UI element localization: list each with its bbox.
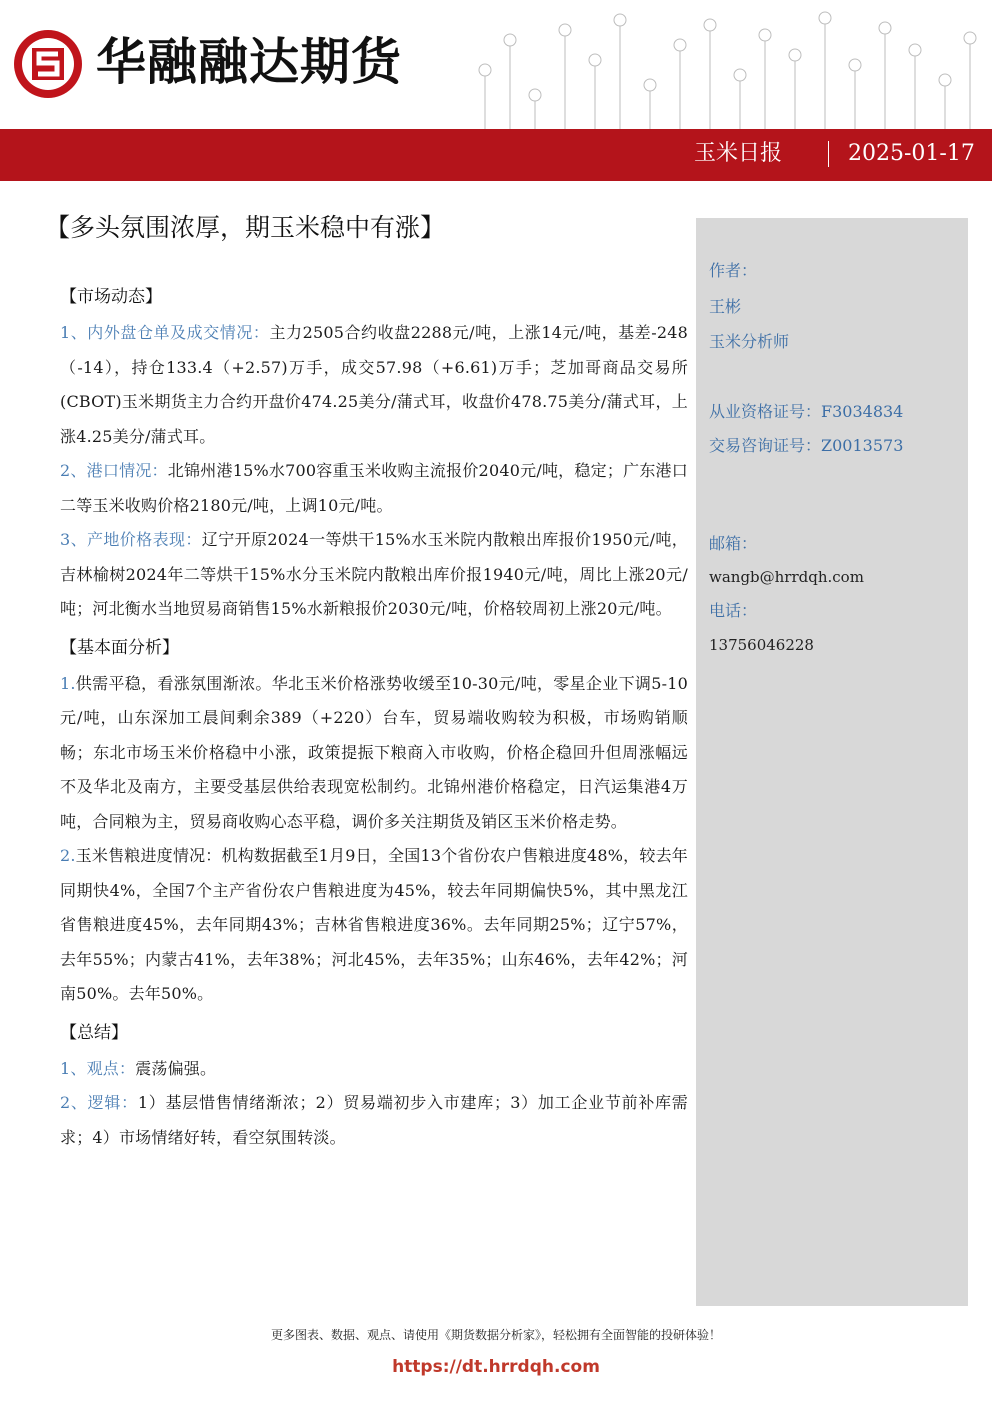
author-title: 玉米分析师 xyxy=(709,332,790,351)
company-logo-icon xyxy=(12,28,84,100)
report-type: 玉米日报 xyxy=(694,141,783,166)
email-address[interactable]: wangb@hrrdqh.com xyxy=(709,568,864,586)
decorative-lines-icon xyxy=(455,0,992,130)
section-heading-fundamental: 【基本面分析】 xyxy=(60,637,179,658)
phone-number: 13756046228 xyxy=(709,636,814,654)
fundamental-item-2: 2.玉米售粮进度情况：机构数据截至1月9日，全国13个省份农户售粮进度48%，较去年同期快4%，全国7个主产省份农户售粮进度为45%，较去年同期偏快5%，其中黑龙江省售粮进度45%，去年同期43%；吉林省售粮进度36%。去年同期25%；辽宁57%，去年55%；内蒙古41%，去年38%；河北45%，去年35%；山东46%，去年42%；河南50%。去年50%。 xyxy=(60,846,688,1003)
market-item-1: 1、内外盘仓单及成交情况：主力2505合约收盘2288元/吨，上涨14元/吨，基差-248（-14），持仓133.4（+2.57)万手，成交57.98（+6.61)万手；芝加哥商品交易所(CBOT)玉米期货主力合约开盘价474.25美分/蒲式耳，收盘价478.75美分/蒲式耳，上涨4.25美分/蒲式耳。 xyxy=(60,323,688,446)
fundamental-item-1: 1.供需平稳，看涨氛围渐浓。华北玉米价格涨势收缓至10-30元/吨，零星企业下调5-10元/吨，山东深加工晨间剩余389（+220）台车，贸易端收购较为积极，市场购销顺畅；东北市场玉米价格稳中小涨，政策提振下粮商入市收购，价格企稳回升但周涨幅远不及华北及南方，主要受基层供给表现宽松制约。北锦州港价格稳定，日汽运集港4万吨，合同粮为主，贸易商收购心态平稳，调价多关注期货及销区玉米价格走势。 xyxy=(60,673,688,831)
report-band xyxy=(0,129,992,181)
section-heading-market: 【市场动态】 xyxy=(60,287,162,307)
report-band-divider xyxy=(828,141,829,167)
footer-link[interactable]: https://dt.hrrdqh.com xyxy=(392,1357,600,1377)
report-date: 2025-01-17 xyxy=(848,141,975,166)
email-label: 邮箱： xyxy=(709,534,758,553)
report-title: 【多头氛围浓厚，期玉米稳中有涨】 xyxy=(45,213,446,242)
market-item-2: 2、港口情况：北锦州港15%水700容重玉米收购主流报价2040元/吨，稳定；广东港口二等玉米收购价格2180元/吨，上调10元/吨。 xyxy=(60,461,688,515)
section-heading-summary: 【总结】 xyxy=(60,1022,128,1043)
phone-label: 电话： xyxy=(709,601,758,620)
qualification-number: 从业资格证号：F3034834 xyxy=(709,402,904,421)
consulting-number: 交易咨询证号：Z0013573 xyxy=(709,436,904,455)
summary-item-2: 2、逻辑：1）基层惜售情绪渐浓；2）贸易端初步入市建库；3）加工企业节前补库需求；4）市场情绪好转，看空氛围转淡。 xyxy=(60,1093,688,1147)
summary-item-1: 1、观点：震荡偏强。 xyxy=(60,1058,217,1078)
report-header xyxy=(0,0,992,130)
main-content xyxy=(60,280,688,1155)
market-item-3: 3、产地价格表现：辽宁开原2024一等烘干15%水玉米院内散粮出库报价1950元/吨，吉林榆树2024年二等烘干15%水分玉米院内散粮出库价报1940元/吨，周比上涨20元/吨；河北衡水当地贸易商销售15%水新粮报价2030元/吨，价格较周初上涨20元/吨。 xyxy=(60,530,688,618)
company-brand-name: 华融融达期货 xyxy=(96,33,402,91)
footer-note: 更多图表、数据、观点、请使用《期货数据分析家》，轻松拥有全面智能的投研体验！ xyxy=(270,1328,721,1342)
author-name: 王彬 xyxy=(709,297,742,316)
author-sidebar xyxy=(696,218,968,1306)
author-label: 作者： xyxy=(709,261,758,280)
